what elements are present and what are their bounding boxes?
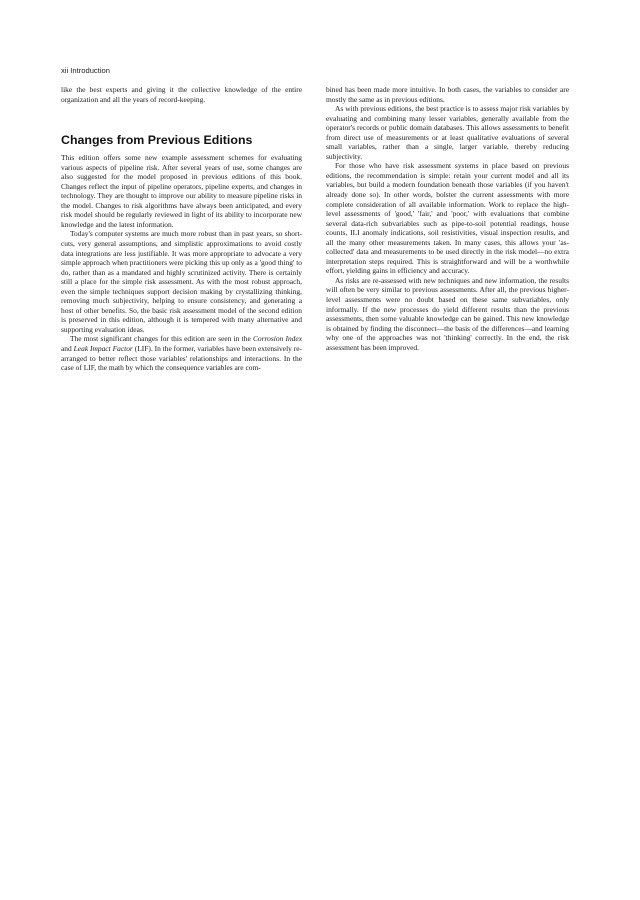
paragraph-text: (LIF). In the former, variables have been extensively re-arranged to better reflect those variables' relationships and interactions. In the case of LIF, the math by which the consequence variables are com- [61, 344, 303, 373]
body-paragraph: As risks are re-assessed with new techniques and new information, the results will often be very similar to previous assessments. After all, the previous higher-level assessments were no doubt based on these same subvariables, only informally. If the new processes do yield different results than the previous assessments, then some valuable knowledge can be gained. This new knowledge is obtained by finding the disconnect—the basis of the differences—and learning why one of the approaches was not 'thinking' correctly. In the end, the risk assessment has been improved. [326, 275, 569, 352]
paragraph-text: and [61, 344, 72, 354]
paragraph-text: The most significant changes for this edition are seen in the [70, 334, 251, 344]
body-paragraph: For those who have risk assessment systems in place based on previous editions, the recommendation is simple: retain your current model and all its variables, but build a modern foundation beneath those variables (if you haven't already done so). In other words, bolster the current assessments with more complete consideration of all available information. Work to replace the high-level assessments of 'good,' 'fair,' and 'poor,' with evaluations that combine several data-rich subvariables such as pipe-to-soil potential readings, house counts, ILI anomaly indications, soil resistivities, visual inspection results, and all the many other measurements taken. In many cases, this allows your 'as-collected' data and measurements to be used directly in the risk model—no extra interpretation steps required. This is straightforward and will be a worthwhile effort, yielding gains in efficiency and accuracy. [326, 161, 569, 276]
section-heading: Changes from Previous Editions [61, 133, 253, 148]
body-paragraph: As with previous editions, the best practice is to assess major risk variables by evaluating and combining many lesser variables, generally available from the operator's records or public domain databases. This allows assessments to benefit from direct use of measurements or at least qualitative evaluations of several small variables, rather than a single, larger variable, thereby reducing subjectivity. [326, 104, 569, 161]
right-column [326, 85, 569, 352]
body-paragraph: Today's computer systems are much more robust than in past years, so short-cuts, very general assumptions, and simplistic approximations to avoid costly data integrations are less justifiable. It was more appropriate to advocate a very simple approach when practitioners were picking this up only as a 'good thing' to do, rather than as a mandated and highly scrutinized activity. There is certainly still a place for the simple risk assessment. As with the most robust approach, even the simple techniques support decision making by crystallizing thinking, removing much subjectivity, helping to ensure consistency, and generating a host of other benefits. So, the basic risk assessment model of the second edition is preserved in this edition, although it is tempered with many alternative and supporting evaluation ideas. [61, 229, 302, 334]
italic-term: Leak Impact Factor [73, 344, 133, 354]
italic-term: Corrosion Index [252, 334, 303, 344]
body-paragraph [61, 334, 302, 372]
body-paragraph: This edition offers some new example assessment schemes for evaluating various aspects of pipeline risk. After several years of use, some changes are also suggested for the model proposed in previous editions of this book. Changes reflect the input of pipeline operators, pipeline experts, and changes in technology. They are thought to improve our ability to measure pipeline risks in the model. Changes to risk algorithms have always been anticipated, and every risk model should be regularly reviewed in light of its ability to incorporate new knowledge and the latest information. [61, 153, 302, 229]
lead-paragraph: like the best experts and giving it the collective knowledge of the entire organization and all the years of record-keeping. [61, 85, 302, 104]
body-paragraph: bined has been made more intuitive. In both cases, the variables to consider are mostly the same as in previous editions. [326, 85, 569, 104]
left-column [61, 85, 302, 373]
running-head: xii Introduction [61, 66, 110, 75]
